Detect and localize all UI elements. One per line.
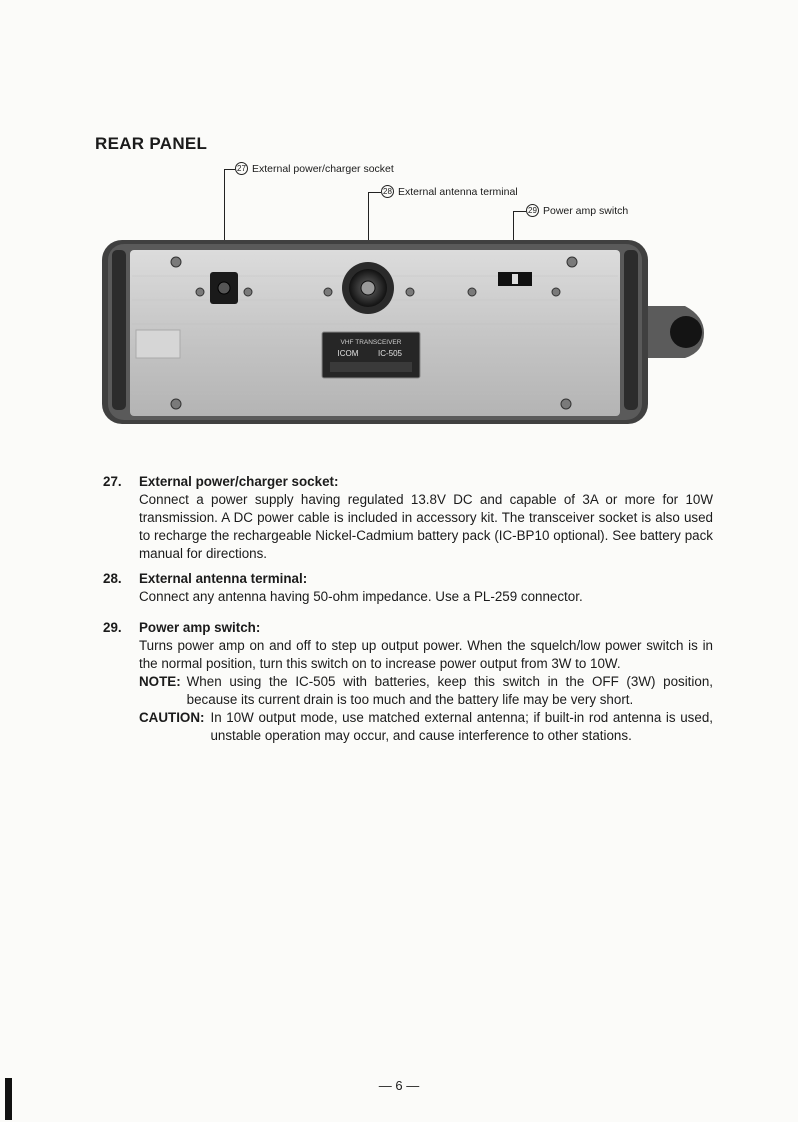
nameplate-model: IC-505 bbox=[377, 349, 403, 358]
rear-panel-photo bbox=[100, 236, 708, 428]
callout-28-label: External antenna terminal bbox=[398, 185, 518, 198]
caution-text: In 10W output mode, use matched external antenna; if built-in rod antenna is used, unstable operation may occur, and cause interference to other stations. bbox=[210, 710, 713, 743]
item-27-text: Connect a power supply having regulated 13.8V DC and capable of 3A or more for 10W transmission. A DC power cable is included in accessory kit. The transceiver socket is also used to recharge the rechargeable Nickel-Cadmium battery pack (IC-BP10 optional). See battery pack manual for directions. bbox=[139, 492, 713, 561]
item-28-number: 28. bbox=[103, 571, 122, 586]
callout-28-leader-h bbox=[368, 192, 381, 193]
page-number: — 6 — bbox=[378, 1078, 420, 1093]
callout-27-number: 27 bbox=[235, 162, 248, 175]
item-27-heading: External power/charger socket: bbox=[139, 474, 339, 489]
caution-row bbox=[139, 709, 713, 745]
caution-label: CAUTION: bbox=[139, 710, 205, 725]
callout-28 bbox=[381, 185, 518, 198]
callout-27 bbox=[235, 162, 394, 175]
callout-27-leader-h bbox=[224, 169, 235, 170]
item-28-text: Connect any antenna having 50-ohm impedance. Use a PL-259 connector. bbox=[139, 589, 583, 604]
item-28-heading: External antenna terminal: bbox=[139, 571, 308, 586]
callout-28-number: 28 bbox=[381, 185, 394, 198]
section-title: REAR PANEL bbox=[95, 134, 208, 153]
nameplate-line1: VHF TRANSCEIVER bbox=[340, 339, 402, 346]
note-text: When using the IC-505 with batteries, keep this switch in the OFF (3W) position, because its current drain is too much and the battery life may be very short. bbox=[186, 674, 713, 707]
item-28 bbox=[103, 570, 713, 606]
item-29-text: Turns power amp on and off to step up output power. When the squelch/low power switch is in the normal position, turn this switch on to increase power output from 3W to 10W. bbox=[139, 638, 713, 671]
item-29-heading: Power amp switch: bbox=[139, 620, 261, 635]
binding-mark bbox=[5, 1078, 12, 1120]
note-row bbox=[139, 673, 713, 709]
item-27 bbox=[103, 473, 713, 563]
callout-29-number: 29 bbox=[526, 204, 539, 217]
callout-29 bbox=[526, 204, 628, 217]
callout-29-label: Power amp switch bbox=[543, 204, 629, 217]
item-29 bbox=[103, 619, 713, 745]
note-label: NOTE: bbox=[139, 674, 181, 689]
item-27-number: 27. bbox=[103, 474, 122, 489]
nameplate-brand: ICOM bbox=[337, 349, 359, 358]
callout-29-leader-h bbox=[513, 211, 526, 212]
item-29-number: 29. bbox=[103, 620, 122, 635]
callout-27-label: External power/charger socket bbox=[252, 162, 394, 175]
